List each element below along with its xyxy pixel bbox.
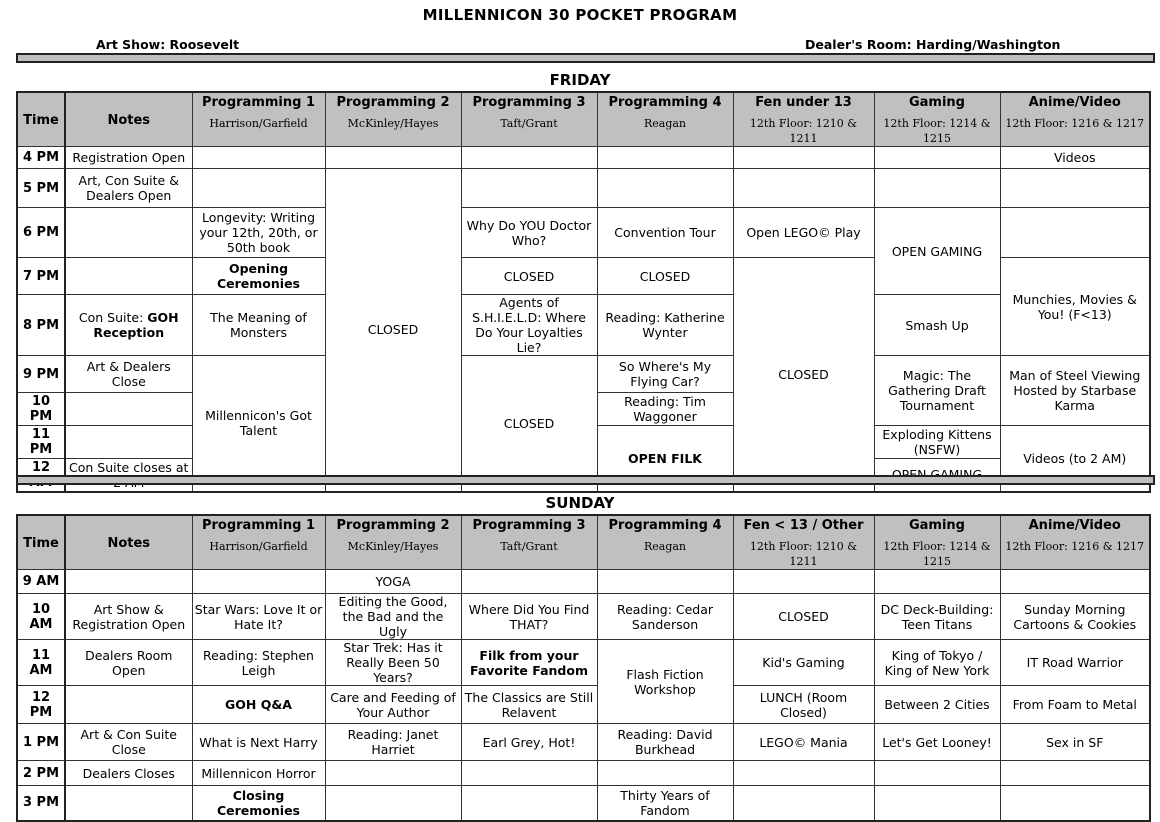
- schedule-cell: [874, 786, 1000, 821]
- schedule-cell: Reading: David Burkhead: [597, 724, 733, 761]
- schedule-cell: CLOSED: [461, 258, 597, 295]
- schedule-cell: So Where's My Flying Car?: [597, 356, 733, 393]
- schedule-cell: [597, 169, 733, 208]
- col-header-gaming: Gaming 12th Floor: 1214 & 1215: [874, 92, 1000, 147]
- schedule-cell: Open LEGO© Play: [733, 208, 874, 258]
- schedule-cell: [733, 761, 874, 786]
- col-header-anime: Anime/Video 12th Floor: 1216 & 1217: [1000, 92, 1150, 147]
- schedule-cell: Care and Feeding of Your Author: [325, 686, 461, 724]
- table-row: [17, 570, 1150, 594]
- table-row: [17, 147, 1150, 169]
- table-row: [17, 640, 1150, 686]
- schedule-cell: [65, 208, 192, 258]
- col-header-fen: Fen under 13 12th Floor: 1210 & 1211: [733, 92, 874, 147]
- schedule-cell: The Meaning of Monsters: [192, 295, 325, 356]
- schedule-cell: [733, 786, 874, 821]
- schedule-cell: Reading: Cedar Sanderson: [597, 594, 733, 640]
- schedule-cell: Art & Con Suite Close: [65, 724, 192, 761]
- schedule-cell: [597, 570, 733, 594]
- schedule-cell: Convention Tour: [597, 208, 733, 258]
- table-row: [17, 169, 1150, 208]
- schedule-cell: The Classics are Still Relavent: [461, 686, 597, 724]
- schedule-cell: What is Next Harry: [192, 724, 325, 761]
- schedule-cell: [874, 761, 1000, 786]
- time-cell: 2 PM: [17, 761, 65, 786]
- schedule-cell: [1000, 761, 1150, 786]
- schedule-cell: OPEN GAMING: [874, 208, 1000, 295]
- schedule-cell: Registration Open: [65, 147, 192, 169]
- time-cell: 5 PM: [17, 169, 65, 208]
- time-cell: 11 AM: [17, 640, 65, 686]
- col-header-gaming: Gaming 12th Floor: 1214 & 1215: [874, 515, 1000, 570]
- schedule-cell: [325, 761, 461, 786]
- friday-schedule-table: [16, 91, 1151, 493]
- time-cell: 12: [17, 459, 65, 492]
- schedule-cell: [192, 169, 325, 208]
- schedule-cell: Millennicon's Got Talent: [192, 356, 325, 492]
- schedule-cell: Earl Grey, Hot!: [461, 724, 597, 761]
- schedule-cell: Reading: Katherine Wynter: [597, 295, 733, 356]
- schedule-cell: Why Do YOU Doctor Who?: [461, 208, 597, 258]
- schedule-cell: Star Trek: Has it Really Been 50 Years?: [325, 640, 461, 686]
- time-cell: 10 PM: [17, 393, 65, 426]
- schedule-cell: Reading: Janet Harriet: [325, 724, 461, 761]
- table-row: [17, 761, 1150, 786]
- schedule-cell: [65, 426, 192, 459]
- schedule-cell: Opening Ceremonies: [192, 258, 325, 295]
- schedule-cell: Star Wars: Love It or Hate It?: [192, 594, 325, 640]
- schedule-cell: Thirty Years of Fandom: [597, 786, 733, 821]
- schedule-cell: Smash Up: [874, 295, 1000, 356]
- time-cell: 6 PM: [17, 208, 65, 258]
- schedule-cell: [65, 686, 192, 724]
- sunday-heading: SUNDAY: [545, 494, 615, 512]
- dealers-room-location: Dealer's Room: Harding/Washington: [805, 37, 1061, 52]
- schedule-cell: [1000, 208, 1150, 258]
- schedule-cell: Con Suite: GOH Reception: [65, 295, 192, 356]
- schedule-cell: Kid's Gaming: [733, 640, 874, 686]
- table-row: [17, 356, 1150, 393]
- schedule-cell: [461, 147, 597, 169]
- schedule-cell: [597, 147, 733, 169]
- divider-bar: [16, 475, 1155, 485]
- schedule-cell: King of Tokyo / King of New York: [874, 640, 1000, 686]
- schedule-cell: Sunday Morning Cartoons & Cookies: [1000, 594, 1150, 640]
- schedule-cell: IT Road Warrior: [1000, 640, 1150, 686]
- schedule-cell: [461, 786, 597, 821]
- col-header-programming-2: Programming 2 McKinley/Hayes: [325, 92, 461, 147]
- schedule-cell: GOH Q&A: [192, 686, 325, 724]
- schedule-cell: Filk from your Favorite Fandom: [461, 640, 597, 686]
- schedule-cell: Agents of S.H.I.E.L.D: Where Do Your Loyalties Lie?: [461, 295, 597, 356]
- sunday-schedule-table: [16, 514, 1151, 822]
- schedule-cell: [461, 761, 597, 786]
- schedule-cell: [461, 570, 597, 594]
- time-cell: 12 PM: [17, 686, 65, 724]
- schedule-cell: Videos (to 2 AM): [1000, 426, 1150, 492]
- schedule-cell: [461, 169, 597, 208]
- time-cell: 1 PM: [17, 724, 65, 761]
- schedule-cell: Longevity: Writing your 12th, 20th, or 50th book: [192, 208, 325, 258]
- table-row: [17, 295, 1150, 356]
- schedule-cell: Flash Fiction Workshop: [597, 640, 733, 724]
- col-header-programming-4: Programming 4 Reagan: [597, 92, 733, 147]
- schedule-cell: Videos: [1000, 147, 1150, 169]
- schedule-cell: Exploding Kittens (NSFW): [874, 426, 1000, 459]
- col-header-programming-3: Programming 3 Taft/Grant: [461, 92, 597, 147]
- col-header-time: Time: [17, 92, 65, 147]
- schedule-cell: Closing Ceremonies: [192, 786, 325, 821]
- schedule-cell: [874, 169, 1000, 208]
- schedule-cell: CLOSED: [597, 258, 733, 295]
- schedule-cell: [733, 169, 874, 208]
- header-row: [17, 92, 1150, 147]
- schedule-cell: Reading: Tim Waggoner: [597, 393, 733, 426]
- schedule-cell: [874, 570, 1000, 594]
- col-header-anime: Anime/Video 12th Floor: 1216 & 1217: [1000, 515, 1150, 570]
- col-header-time: Time: [17, 515, 65, 570]
- time-cell: 3 PM: [17, 786, 65, 821]
- schedule-cell: [1000, 786, 1150, 821]
- schedule-cell: Dealers Room Open: [65, 640, 192, 686]
- col-header-programming-1: Programming 1 Harrison/Garfield: [192, 515, 325, 570]
- schedule-cell: [65, 258, 192, 295]
- table-row: [17, 594, 1150, 640]
- schedule-cell: Munchies, Movies & You! (F<13): [1000, 258, 1150, 356]
- time-cell: 7 PM: [17, 258, 65, 295]
- schedule-cell: LUNCH (Room Closed): [733, 686, 874, 724]
- col-header-notes: Notes: [65, 92, 192, 147]
- schedule-cell: Where Did You Find THAT?: [461, 594, 597, 640]
- col-header-programming-1: Programming 1 Harrison/Garfield: [192, 92, 325, 147]
- time-cell: 10 AM: [17, 594, 65, 640]
- schedule-cell: Con Suite closes at: [65, 459, 192, 492]
- schedule-cell: Magic: The Gathering Draft Tournament: [874, 356, 1000, 426]
- schedule-cell: [597, 761, 733, 786]
- schedule-cell: [325, 147, 461, 169]
- schedule-cell: OPEN FILK: [597, 426, 733, 492]
- schedule-cell: Reading: Stephen Leigh: [192, 640, 325, 686]
- col-header-fen: Fen < 13 / Other 12th Floor: 1210 & 1211: [733, 515, 874, 570]
- friday-heading: FRIDAY: [549, 71, 611, 89]
- schedule-cell: From Foam to Metal: [1000, 686, 1150, 724]
- page-title: MILLENNICON 30 POCKET PROGRAM: [422, 6, 738, 24]
- schedule-cell: [192, 570, 325, 594]
- schedule-cell: Art & Dealers Close: [65, 356, 192, 393]
- schedule-cell: [325, 786, 461, 821]
- schedule-cell: CLOSED: [733, 594, 874, 640]
- schedule-cell: Sex in SF: [1000, 724, 1150, 761]
- schedule-cell: [1000, 570, 1150, 594]
- schedule-cell: CLOSED: [325, 169, 461, 492]
- col-header-programming-4: Programming 4 Reagan: [597, 515, 733, 570]
- schedule-cell: [733, 570, 874, 594]
- schedule-cell: [192, 147, 325, 169]
- schedule-cell: [65, 786, 192, 821]
- schedule-cell: Art Show & Registration Open: [65, 594, 192, 640]
- schedule-cell: Editing the Good, the Bad and the Ugly: [325, 594, 461, 640]
- col-header-programming-2: Programming 2 McKinley/Hayes: [325, 515, 461, 570]
- schedule-cell: Dealers Closes: [65, 761, 192, 786]
- schedule-cell: Millennicon Horror: [192, 761, 325, 786]
- time-cell: 11 PM: [17, 426, 65, 459]
- schedule-cell: [733, 147, 874, 169]
- schedule-cell: CLOSED: [461, 356, 597, 492]
- schedule-cell: [1000, 169, 1150, 208]
- divider-bar: [16, 53, 1155, 63]
- table-row: [17, 786, 1150, 821]
- table-row: [17, 686, 1150, 724]
- col-header-programming-3: Programming 3 Taft/Grant: [461, 515, 597, 570]
- header-row: [17, 515, 1150, 570]
- schedule-cell: [874, 147, 1000, 169]
- schedule-cell: Art, Con Suite & Dealers Open: [65, 169, 192, 208]
- time-cell: 9 AM: [17, 570, 65, 594]
- schedule-cell: LEGO© Mania: [733, 724, 874, 761]
- schedule-cell: [65, 570, 192, 594]
- art-show-location: Art Show: Roosevelt: [96, 37, 240, 52]
- schedule-cell: YOGA: [325, 570, 461, 594]
- col-header-notes: Notes: [65, 515, 192, 570]
- schedule-cell: Between 2 Cities: [874, 686, 1000, 724]
- schedule-cell: Let's Get Looney!: [874, 724, 1000, 761]
- schedule-cell: CLOSED: [733, 258, 874, 492]
- time-cell: 4 PM: [17, 147, 65, 169]
- table-row: [17, 724, 1150, 761]
- time-cell: 9 PM: [17, 356, 65, 393]
- schedule-cell: Man of Steel Viewing Hosted by Starbase Karma: [1000, 356, 1150, 426]
- schedule-cell: [65, 393, 192, 426]
- table-row: [17, 208, 1150, 258]
- schedule-cell: DC Deck-Building: Teen Titans: [874, 594, 1000, 640]
- time-cell: 8 PM: [17, 295, 65, 356]
